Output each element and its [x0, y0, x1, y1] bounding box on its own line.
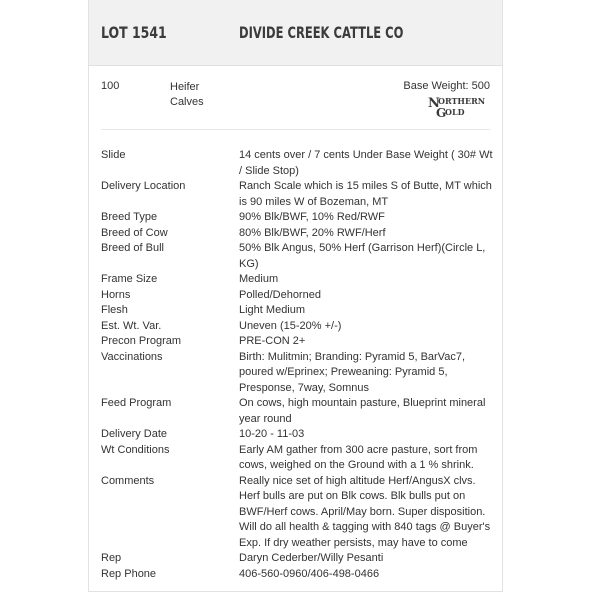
detail-row: [101, 350, 496, 397]
detail-label: Rep: [101, 552, 122, 564]
logo-g-initial: G: [436, 106, 447, 118]
detail-value: Light Medium: [239, 304, 306, 316]
lot-card: [88, 0, 503, 592]
lot-header: [89, 0, 502, 66]
detail-value: 50% Blk Angus, 50% Herf (Garrison Herf)(Circle L, KG): [239, 242, 486, 270]
detail-label: Rep Phone: [101, 567, 157, 580]
detail-value: Really nice set of high altitude Herf/AngusX clvs. Herf bulls are put on Blk cows. Blk bulls put on BWF/Herf cows. April/May born. Super disposition. Will do all health & tagging with 840 tags @ Buyer's Exp. If dry weather persists, may have to come: [239, 474, 491, 549]
consignor-name: DIVIDE CREEK CATTLE CO: [239, 23, 404, 42]
detail-value: PRE-CON 2+: [239, 335, 306, 347]
detail-label: Delivery Location: [101, 180, 186, 192]
detail-value: Birth: Mulitmin; Branding: Pyramid 5, BarVac7, poured w/Eprinex; Preweaning: Pyramid 5, Presponse, 7way, Somnus: [239, 350, 465, 394]
detail-label: Breed Type: [101, 211, 158, 223]
detail-label: Est. Wt. Var.: [101, 319, 162, 332]
detail-value: 80% Blk/BWF, 20% RWF/Herf: [239, 226, 386, 239]
detail-label: Breed of Cow: [101, 226, 168, 239]
detail-label: Vaccinations: [101, 350, 163, 363]
detail-value: 14 cents over / 7 cents Under Base Weight ( 30# Wt / Slide Stop): [239, 149, 493, 177]
divider: [101, 129, 490, 130]
detail-value: Uneven (15-20% +/-): [239, 319, 342, 332]
detail-value: Polled/Dehorned: [239, 288, 321, 301]
detail-value: Ranch Scale which is 15 miles S of Butte, MT which is 90 miles W of Bozeman, MT: [239, 180, 492, 208]
northern-gold-logo: [426, 94, 490, 118]
detail-label: Feed Program: [101, 397, 172, 409]
detail-value: 10-20 - 11-03: [239, 428, 305, 440]
detail-value: Daryn Cederber/Willy Pesanti: [239, 552, 384, 564]
lot-number: LOT 1541: [101, 23, 167, 42]
detail-value: 406-560-0960/406-498-0466: [239, 567, 380, 580]
detail-label: Frame Size: [101, 273, 158, 285]
detail-label: Wt Conditions: [101, 443, 170, 456]
detail-row: [101, 303, 496, 319]
logo-line1-rest: ORTHERN: [438, 96, 486, 106]
detail-label: Delivery Date: [101, 428, 168, 440]
detail-label: Slide: [101, 149, 126, 161]
logo-line2-rest: OLD: [445, 107, 465, 117]
detail-row: [101, 210, 496, 226]
cattle-kind: Heifer Calves: [170, 81, 204, 108]
detail-value: 90% Blk/BWF, 10% Red/RWF: [239, 211, 385, 223]
detail-row: [101, 272, 496, 288]
detail-label: Precon Program: [101, 335, 182, 347]
detail-row: [101, 241, 496, 272]
detail-label: Breed of Bull: [101, 242, 164, 254]
detail-row: [101, 443, 496, 474]
detail-row: [101, 179, 496, 210]
detail-value: Early AM gather from 300 acre pasture, sort from cows, weighed on the Ground with a 1 % shrink.: [239, 443, 478, 471]
detail-row: [101, 226, 496, 242]
detail-label: Comments: [101, 474, 155, 487]
detail-label: Horns: [101, 288, 131, 301]
detail-row: [101, 474, 496, 552]
detail-row: [101, 567, 496, 583]
detail-row: [101, 396, 496, 427]
detail-row: [101, 551, 496, 567]
detail-row: [101, 427, 496, 443]
detail-row: [101, 334, 496, 350]
logo-n-initial: N: [428, 96, 440, 111]
detail-value: Medium: [239, 273, 279, 285]
lot-summary: [89, 66, 502, 134]
base-weight: Base Weight: 500: [403, 80, 490, 92]
detail-value: On cows, high mountain pasture, Blueprint mineral year round: [239, 397, 486, 425]
detail-row: [101, 288, 496, 304]
lot-details: [101, 148, 496, 582]
detail-row: [101, 148, 496, 179]
detail-label: Flesh: [101, 304, 128, 316]
detail-row: [101, 319, 496, 335]
head-count: 100: [101, 80, 120, 92]
